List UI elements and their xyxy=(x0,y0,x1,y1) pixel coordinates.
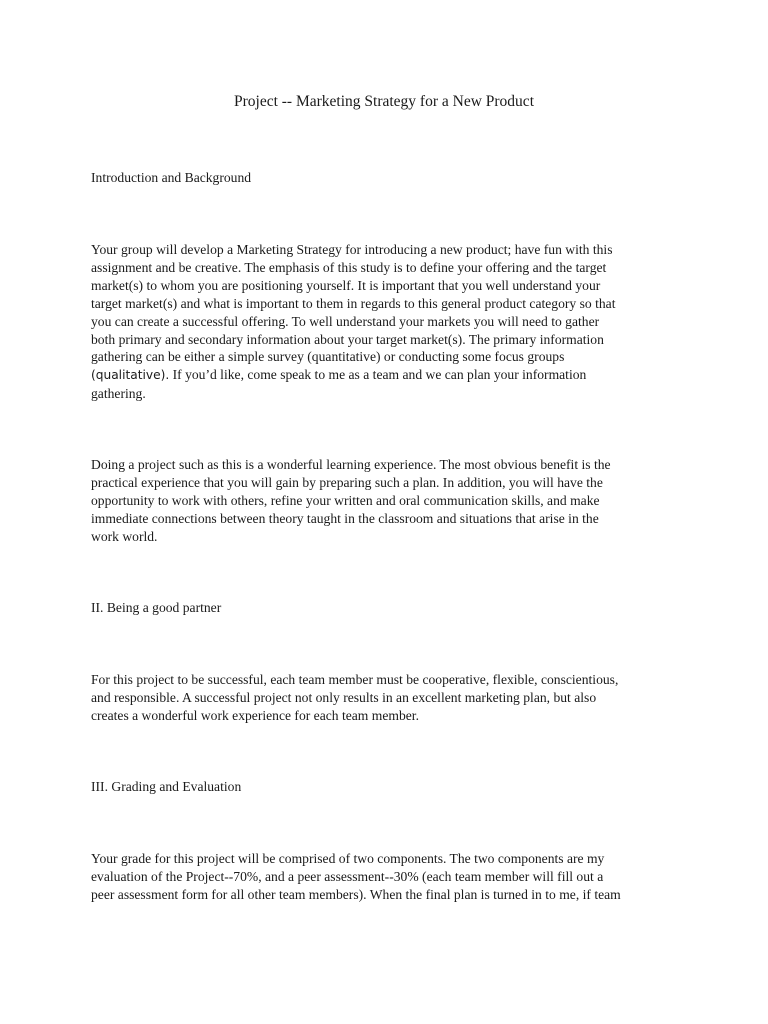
text-line: immediate connections between theory taught in the classroom and situations that arise in the xyxy=(91,510,599,526)
text-line: assignment and be creative. The emphasis of this study is to define your offering and the target xyxy=(91,259,607,275)
paragraph-introduction xyxy=(91,241,691,403)
section-heading-good-partner: II. Being a good partner xyxy=(91,600,222,615)
paragraph-grading xyxy=(91,850,691,904)
text-line: both primary and secondary information about your target market(s). The primary information xyxy=(91,331,604,347)
text-line: gathering. xyxy=(91,386,146,402)
text-line: market(s) to whom you are positioning yourself. It is important that you well understand your xyxy=(91,277,601,293)
text-line: creates a wonderful work experience for each team member. xyxy=(91,707,419,723)
section-heading-introduction: Introduction and Background xyxy=(91,170,252,185)
text-line: opportunity to work with others, refine your written and oral communication skills, and make xyxy=(91,492,600,508)
text-line: gathering can be either a simple survey (quantitative) or conducting some focus groups xyxy=(91,349,565,365)
paragraph-good-partner xyxy=(91,671,691,725)
text-line: Doing a project such as this is a wonderful learning experience. The most obvious benefit is the xyxy=(91,457,611,472)
text-line: evaluation of the Project--70%, and a peer assessment--30% (each team member will fill out a xyxy=(91,868,604,884)
text-line: Your group will develop a Marketing Strategy for introducing a new product; have fun with this xyxy=(91,242,613,257)
text-line xyxy=(91,366,691,385)
text-line: peer assessment form for all other team members). When the final plan is turned in to me, if team xyxy=(91,886,621,902)
text-line: practical experience that you will gain by preparing such a plan. In addition, you will have the xyxy=(91,474,603,490)
text-line: For this project to be successful, each team member must be cooperative, flexible, conscientious, xyxy=(91,672,619,687)
text-line: target market(s) and what is important to them in regards to this general product category so that xyxy=(91,295,616,311)
text-line: work world. xyxy=(91,528,158,544)
paragraph-learning-experience xyxy=(91,456,691,546)
text-line: and responsible. A successful project not only results in an excellent marketing plan, but also xyxy=(91,689,597,705)
text-line: you can create a successful offering. To well understand your markets you will need to gather xyxy=(91,313,600,329)
text-fragment-qualitative: (qualitative). xyxy=(91,368,170,383)
section-heading-grading: III. Grading and Evaluation xyxy=(91,779,242,794)
text-line: Your grade for this project will be comprised of two components. The two components are my xyxy=(91,851,605,866)
document-title: Project -- Marketing Strategy for a New Product xyxy=(233,93,534,110)
text-fragment: If you’d like, come speak to me as a team and we can plan your information xyxy=(169,367,587,383)
